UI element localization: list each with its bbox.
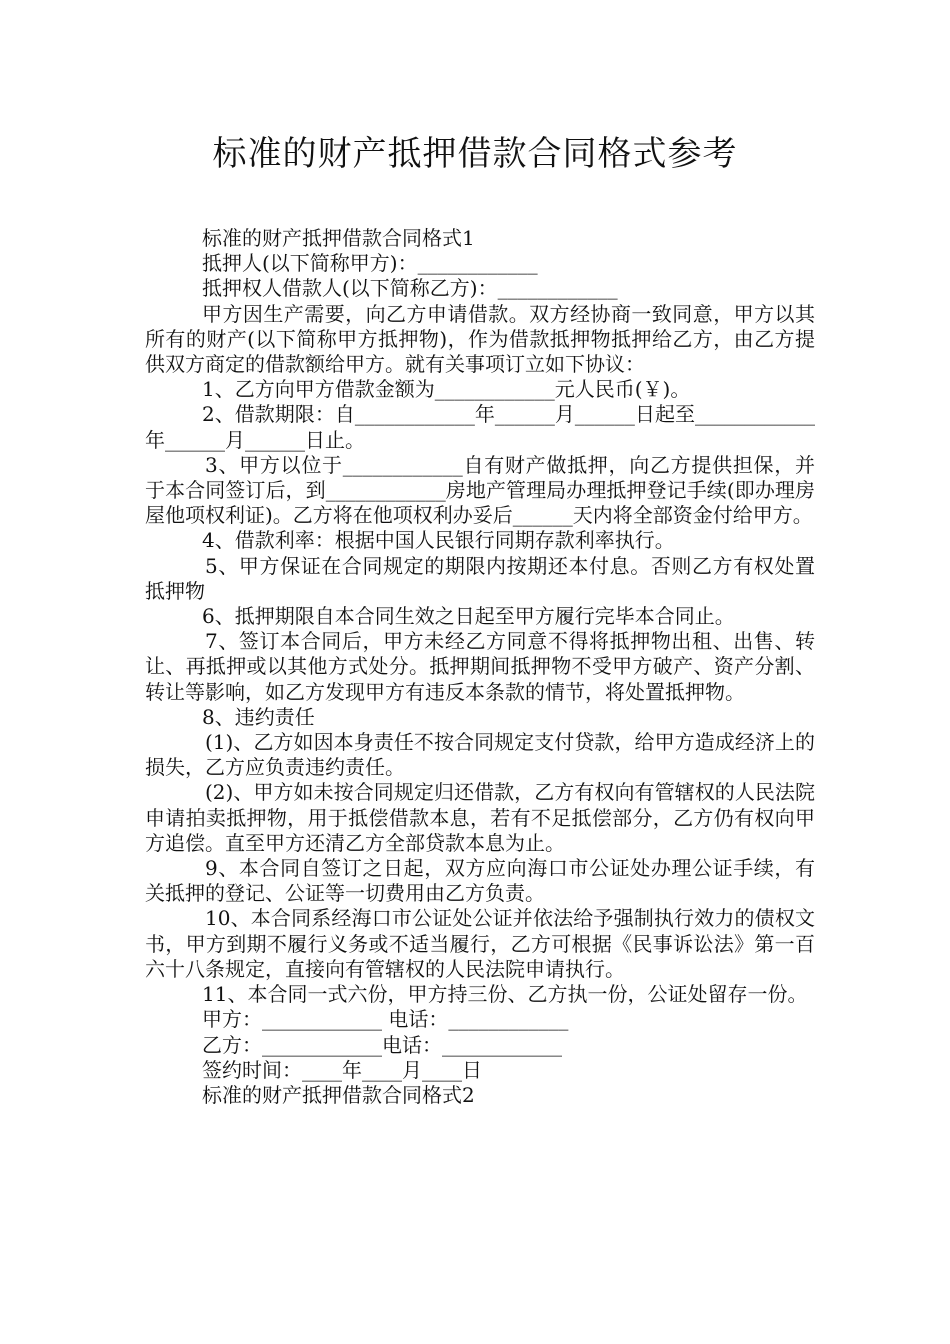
document-title: 标准的财产抵押借款合同格式参考 <box>212 134 738 174</box>
mortgagor-line: 抵押人(以下简称甲方)：____________ <box>202 251 538 276</box>
clause-1: 1、乙方向甲方借款金额为____________元人民币(￥)。 <box>202 377 691 402</box>
preamble-paragraph: 甲方因生产需要，向乙方申请借款。双方经协商一致同意，甲方以其所有的财产(以下简称甲方抵押物)，作为借款抵押物抵押给乙方，由乙方提供双方商定的借款额给甲方。就有关事项订立如下协议： <box>145 301 815 377</box>
clause-9: 9、本合同自签订之日起，双方应向海口市公证处办理公证手续，有关抵押的登记、公证等一切费用由乙方负责。 <box>145 856 815 906</box>
clause-8-2: (2)、甲方如未按合同规定归还借款，乙方有权向有管辖权的人民法院申请拍卖抵押物，用于抵偿借款本息，若有不足抵偿部分，乙方仍有权向甲方追偿。直至甲方还清乙方全部贷款本息为止。 <box>145 780 815 855</box>
section-heading-2: 标准的财产抵押借款合同格式2 <box>202 1082 475 1107</box>
party-a-signature-line: 甲方：____________ 电话：____________ <box>202 1007 569 1032</box>
mortgagee-line: 抵押权人借款人(以下简称乙方)：____________ <box>202 276 618 301</box>
clause-2: 2、借款期限：自____________年______月______日起至____________年______月______日止。 <box>145 402 815 452</box>
clause-11: 11、本合同一式六份，甲方持三份、乙方执一份，公证处留存一份。 <box>202 982 808 1007</box>
section-heading-1: 标准的财产抵押借款合同格式1 <box>202 226 475 250</box>
party-b-signature-line: 乙方：____________电话：____________ <box>202 1032 562 1057</box>
clause-8-1: (1)、乙方如因本身责任不按合同规定支付贷款，给甲方造成经济上的损失，乙方应负责违约责任。 <box>145 730 815 780</box>
clause-5: 5、甲方保证在合同规定的期限内按期还本付息。否则乙方有权处置抵押物 <box>145 553 815 603</box>
clause-8: 8、违约责任 <box>202 704 315 729</box>
clause-10: 10、本合同系经海口市公证处公证并依法给予强制执行效力的债权文书，甲方到期不履行义务或不适当履行，乙方可根据《民事诉讼法》第一百六十八条规定，直接向有管辖权的人民法院申请执行。 <box>145 906 815 981</box>
clause-4: 4、借款利率：根据中国人民银行同期存款利率执行。 <box>202 528 675 553</box>
clause-7: 7、签订本合同后，甲方未经乙方同意不得将抵押物出租、出售、转让、再抵押或以其他方式处分。抵押期间抵押物不受甲方破产、资产分割、转让等影响，如乙方发现甲方有违反本条款的情节，将处置抵押物。 <box>145 629 815 704</box>
document-body <box>145 226 815 1108</box>
clause-6: 6、抵押期限自本合同生效之日起至甲方履行完毕本合同止。 <box>202 604 735 629</box>
clause-3: 3、甲方以位于____________自有财产做抵押，向乙方提供担保，并于本合同签订后，到____________房地产管理局办理抵押登记手续(即办理房屋他项权利证)。乙方将在他项权利办妥后______天内将全部资金付给甲方。 <box>145 452 815 528</box>
signing-date-line: 签约时间：____年____月____日 <box>202 1057 482 1082</box>
